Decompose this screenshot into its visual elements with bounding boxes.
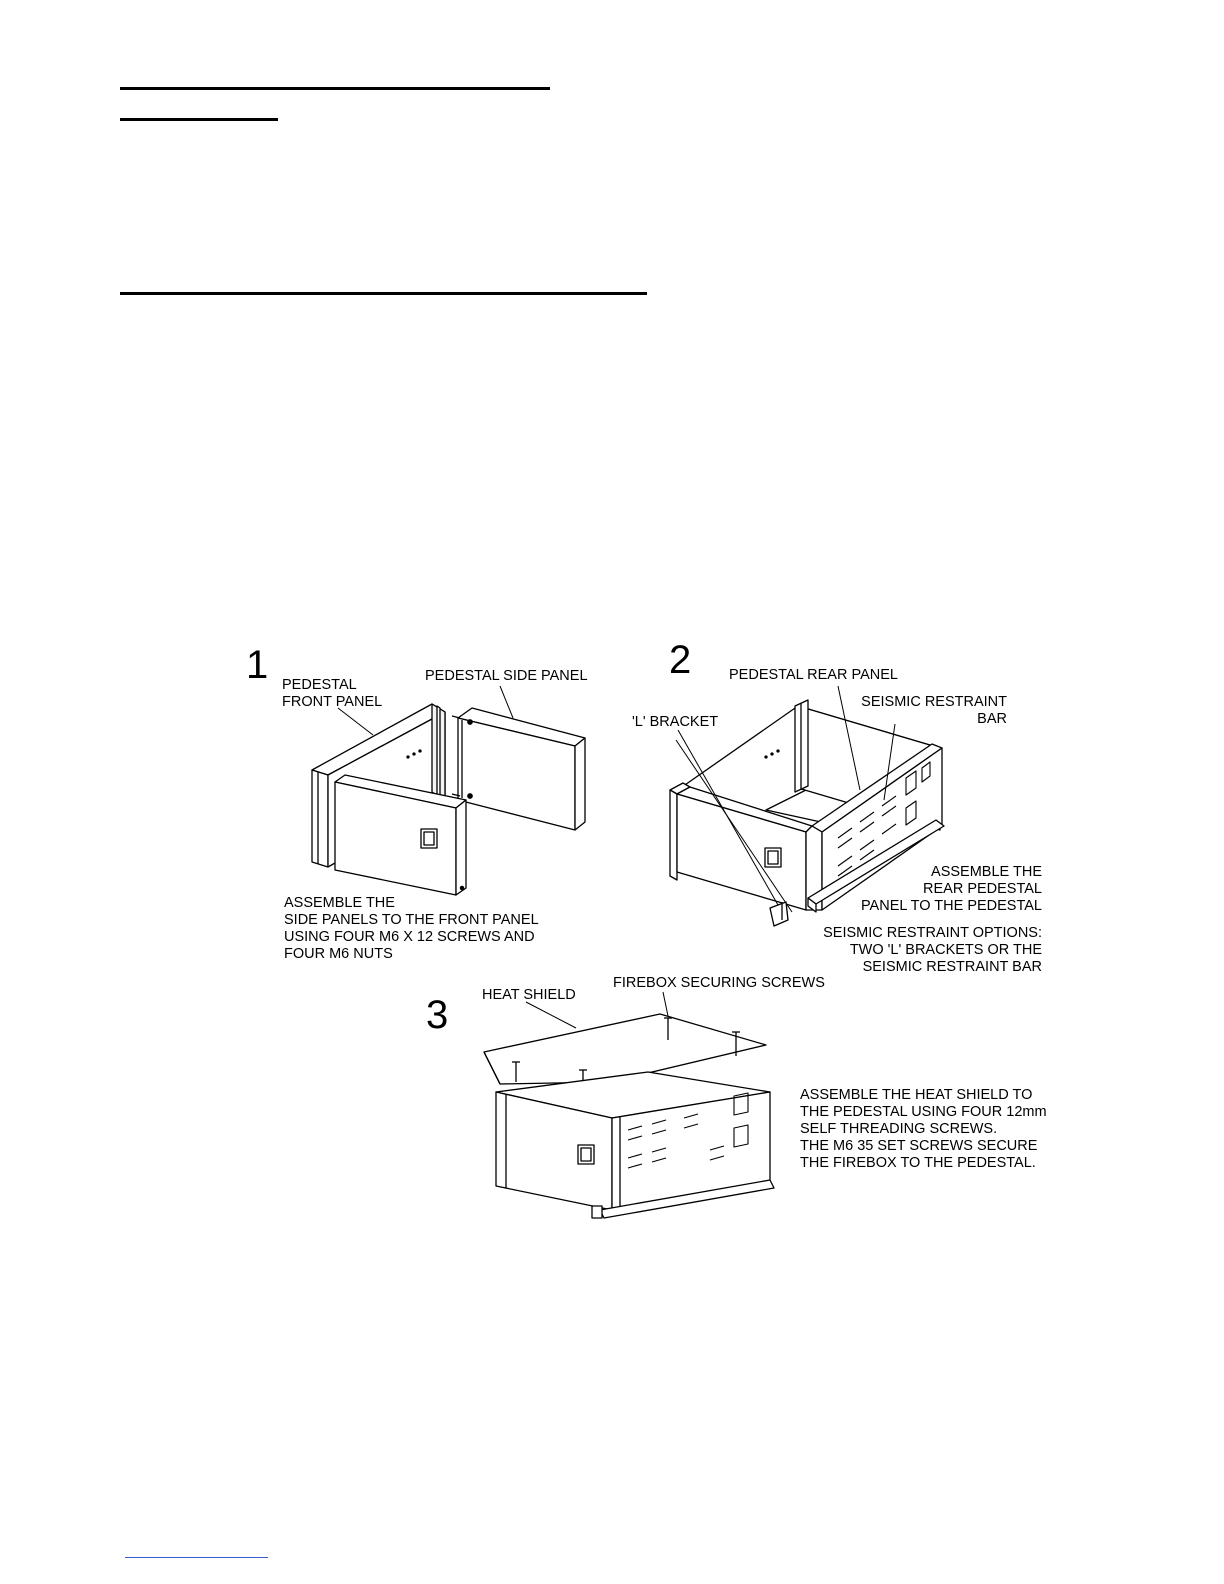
step2-seismic-bar-label: SEISMIC RESTRAINT BAR — [861, 694, 1007, 727]
step3-instruction: ASSEMBLE THE HEAT SHIELD TO THE PEDESTAL USING FOUR 12mm SELF THREADING SCREWS. THE M6 35 SET SCREWS SECURE THE FIREBOX TO THE PEDESTAL. — [800, 1087, 1047, 1171]
step2-instruction: ASSEMBLE THE REAR PEDESTAL PANEL TO THE PEDESTAL — [860, 864, 1042, 914]
step1-side-panel-label: PEDESTAL SIDE PANEL — [425, 668, 588, 684]
step3-firebox-screws-label: FIREBOX SECURING SCREWS — [613, 975, 825, 991]
step3-number: 3 — [426, 993, 449, 1037]
step2-l-bracket-label: 'L' BRACKET — [632, 714, 719, 730]
step1-number: 1 — [246, 643, 269, 687]
step2-l-bracket — [770, 902, 788, 926]
step1-front-panel-label: PEDESTAL FRONT PANEL — [282, 677, 383, 710]
step1-drawing — [312, 686, 585, 895]
step2-number: 2 — [669, 638, 692, 682]
step3-heat-shield — [484, 1014, 766, 1084]
step1-instruction: ASSEMBLE THE SIDE PANELS TO THE FRONT PANEL USING FOUR M6 X 12 SCREWS AND FOUR M6 NUTS — [284, 895, 539, 962]
step2-seismic-options-note: SEISMIC RESTRAINT OPTIONS: TWO 'L' BRACKETS OR THE SEISMIC RESTRAINT BAR — [823, 925, 1042, 975]
step3-drawing — [484, 992, 774, 1218]
step3-heat-shield-label: HEAT SHIELD — [482, 987, 576, 1003]
step2-rear-panel-label: PEDESTAL REAR PANEL — [729, 667, 898, 683]
